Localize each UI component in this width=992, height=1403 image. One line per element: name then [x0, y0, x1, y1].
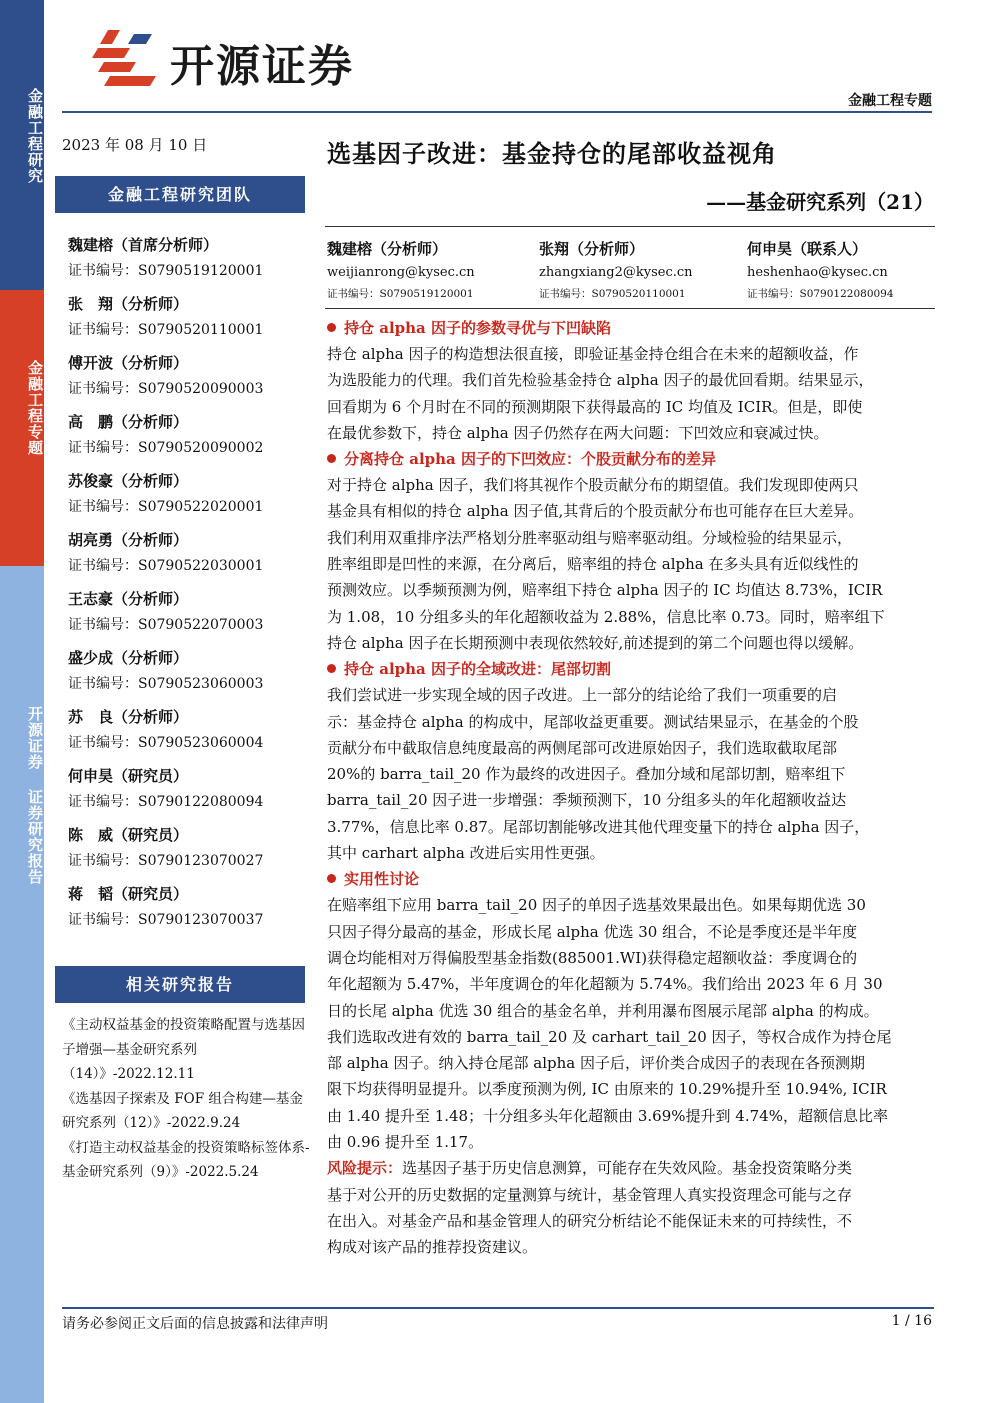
analyst-name: 盛少成（分析师） — [68, 649, 189, 667]
side-label-mid: 金融工程专题 — [26, 360, 44, 456]
summary-body — [327, 315, 934, 1261]
report-category: 金融工程专题 — [848, 93, 932, 109]
section-line: 由 1.40 提升至 1.48；十分组多头年化超额由 3.69%提升到 4.74%，超额信息比率 — [327, 1106, 888, 1125]
kaiyuan-logo-icon — [90, 30, 160, 86]
footer-disclaimer: 请务必参阅正文后面的信息披露和法律声明 — [62, 1316, 328, 1332]
section-title — [327, 446, 934, 472]
bullet-icon — [327, 664, 336, 673]
analyst-item — [68, 232, 308, 291]
section-line: barra_tail_20 因子进一步增强：季频预测下，10 分组多头的年化超额收益达 — [327, 791, 847, 810]
analyst-name: 蒋 韬（研究员） — [68, 885, 189, 903]
section-line: 3.77%，信息比率 0.87。尾部切割能够改进其他代理变量下的持仓 alpha 因子， — [327, 817, 870, 836]
analyst-name: 高 鹏（分析师） — [68, 413, 189, 431]
analyst-cert: 证书编号：S0790520090002 — [68, 440, 264, 456]
author-email[interactable]: zhangxiang2@kysec.cn — [539, 265, 693, 280]
section-line: 只因子得分最高的基金，形成长尾 alpha 优选 30 组合，不论是季度还是半年度 — [327, 922, 858, 941]
side-label-bottom: 开源证券 证券研究报告 — [26, 706, 44, 885]
author-card — [747, 238, 957, 303]
analyst-cert: 证书编号：S0790522020001 — [68, 499, 264, 515]
section-title — [327, 315, 934, 341]
side-label-top: 金融工程研究 — [26, 88, 44, 184]
author-email[interactable]: weijianrong@kysec.cn — [327, 265, 475, 280]
author-card — [327, 238, 537, 303]
report-date: 2023 年 08 月 10 日 — [62, 136, 208, 154]
header-divider — [62, 111, 932, 113]
section-line: 日的长尾 alpha 优选 30 组合的基金名单，并利用瀑布图展示尾部 alpha 的构成。 — [327, 1001, 879, 1020]
analyst-item — [68, 704, 308, 763]
bullet-icon — [327, 323, 336, 332]
title-divider — [325, 226, 935, 227]
analyst-item — [68, 527, 308, 586]
section-title-text: 实用性讨论 — [344, 870, 420, 889]
report-title: 选基因子改进：基金持仓的尾部收益视角 — [327, 139, 777, 168]
bullet-icon — [327, 874, 336, 883]
author-divider — [325, 308, 935, 309]
section-line: 示：基金持仓 alpha 的构成中，尾部收益更重要。测试结果显示，在基金的个股 — [327, 712, 859, 731]
section-line: 由 0.96 提升至 1.17。 — [327, 1133, 484, 1152]
section-title-text: 分离持仓 alpha 因子的下凹效应：个股贡献分布的差异 — [344, 450, 716, 469]
team-title: 金融工程研究团队 — [55, 176, 305, 213]
analyst-item — [68, 291, 308, 350]
analyst-cert: 证书编号：S0790519120001 — [68, 263, 264, 279]
section-line: 我们尝试进一步实现全域的因子改进。上一部分的结论给了我们一项重要的启 — [327, 686, 838, 705]
section-line: 我们利用双重排序法严格划分胜率驱动组与赔率驱动组。分域检验的结果显示， — [327, 528, 853, 547]
section-line: 基金具有相似的持仓 alpha 因子值,其背后的个股贡献分布也可能存在巨大差异。 — [327, 502, 864, 521]
section-line: 回看期为 6 个月时在不同的预测期限下获得最高的 IC 均值及 ICIR。但是，即使 — [327, 397, 863, 416]
section-line: 我们选取改进有效的 barra_tail_20 及 carhart_tail_20 因子，等权合成作为持仓尾 — [327, 1027, 892, 1046]
analyst-cert: 证书编号：S0790520090003 — [68, 381, 264, 397]
section-line: 限下均获得明显提升。以季度预测为例, IC 由原来的 10.29%提升至 10.94%, ICIR — [327, 1080, 887, 1099]
section-line: 在赔率组下应用 barra_tail_20 因子的单因子选基效果最出色。如果每期优选 30 — [327, 896, 866, 915]
analyst-item — [68, 763, 308, 822]
section-line: 对于持仓 alpha 因子，我们将其视作个股贡献分布的期望值。我们发现即使两只 — [327, 476, 859, 495]
section-line: 年化超额为 5.47%，半年度调仓的年化超额为 5.74%。我们给出 2023 年 6 月 30 — [327, 975, 883, 994]
author-email[interactable]: heshenhao@kysec.cn — [747, 265, 888, 280]
section-line: 在最优参数下，持仓 alpha 因子仍然存在两大问题：下凹效应和衰减过快。 — [327, 423, 829, 442]
analyst-cert: 证书编号：S0790522070003 — [68, 617, 264, 633]
related-report-list — [62, 1013, 310, 1185]
analyst-item — [68, 468, 308, 527]
analyst-name: 王志豪（分析师） — [68, 590, 189, 608]
analyst-cert: 证书编号：S0790122080094 — [68, 794, 264, 810]
analyst-cert: 证书编号：S0790523060004 — [68, 735, 264, 751]
analyst-cert: 证书编号：S0790523060003 — [68, 676, 264, 692]
side-strip-bottom — [0, 566, 44, 1403]
related-report-link[interactable]: 《选基因子探索及 FOF 组合构建—基金研究系列（12）》-2022.9.24 — [62, 1090, 303, 1131]
section-title — [327, 656, 934, 682]
author-cert: 证书编号：S0790122080094 — [747, 288, 894, 300]
analyst-item — [68, 409, 308, 468]
brand-name: 开源证券 — [170, 41, 354, 92]
section-line: 胜率组即是凹性的来源，在分离后，赔率组的持仓 alpha 在多头具有近似线性的 — [327, 555, 859, 574]
analyst-item — [68, 822, 308, 881]
analyst-item — [68, 350, 308, 409]
risk-line: 基于对公开的历史数据的定量测算与统计，基金管理人真实投资理念可能与之存 — [327, 1185, 853, 1204]
author-name: 张翔（分析师） — [539, 240, 645, 258]
author-cert: 证书编号：S0790519120001 — [327, 288, 474, 300]
section-title-text: 持仓 alpha 因子的全域改进：尾部切割 — [344, 660, 611, 679]
section-title-text: 持仓 alpha 因子的参数寻优与下凹缺陷 — [344, 319, 611, 337]
analyst-list — [68, 232, 308, 940]
section-line: 为 1.08，10 分组多头的年化超额收益为 2.88%，信息比率 0.73。同时，赔率组下 — [327, 607, 885, 626]
related-reports-title: 相关研究报告 — [55, 966, 305, 1003]
analyst-name: 张 翔（分析师） — [68, 295, 189, 313]
section-line: 持仓 alpha 因子的构造想法很直接，即验证基金持仓组合在未来的超额收益，作 — [327, 345, 859, 363]
analyst-cert: 证书编号：S0790522030001 — [68, 558, 264, 574]
section-line: 部 alpha 因子。纳入持仓尾部 alpha 因子后，评价类合成因子的表现在各预测期 — [327, 1054, 865, 1073]
footer-divider — [62, 1307, 934, 1309]
section-line: 20%的 barra_tail_20 作为最终的改进因子。叠加分域和尾部切割，赔率组下 — [327, 765, 846, 784]
analyst-name: 苏俊豪（分析师） — [68, 472, 189, 490]
analyst-cert: 证书编号：S0790520110001 — [68, 322, 264, 338]
section-line: 其中 carhart alpha 改进后实用性更强。 — [327, 844, 605, 863]
side-strip-mid — [0, 290, 44, 566]
analyst-name: 陈 威（研究员） — [68, 826, 189, 844]
analyst-item — [68, 645, 308, 704]
analyst-cert: 证书编号：S0790123070027 — [68, 853, 264, 869]
author-card — [539, 238, 749, 303]
risk-first-line: 选基因子基于历史信息测算，可能存在失效风险。基金投资策略分类 — [402, 1159, 853, 1178]
risk-line: 构成对该产品的推荐投资建议。 — [327, 1238, 538, 1257]
section-line: 预测效应。以季频预测为例，赔率组下持仓 alpha 因子的 IC 均值达 8.73%，ICIR — [327, 581, 883, 600]
analyst-item — [68, 586, 308, 645]
risk-line: 在出入。对基金产品和基金管理人的研究分析结论不能保证未来的可持续性，不 — [327, 1211, 853, 1230]
related-report-link[interactable]: 《打造主动权益基金的投资策略标签体系-基金研究系列（9）》-2022.5.24 — [62, 1139, 310, 1180]
analyst-name: 傅开波（分析师） — [68, 354, 189, 372]
page-number: 1 / 16 — [891, 1313, 932, 1329]
risk-warning — [327, 1155, 934, 1181]
analyst-name: 胡亮勇（分析师） — [68, 531, 189, 549]
analyst-name: 魏建榕（首席分析师） — [68, 236, 219, 254]
author-name: 魏建榕（分析师） — [327, 240, 448, 258]
analyst-name: 何申昊（研究员） — [68, 767, 189, 785]
analyst-item — [68, 881, 308, 940]
side-strip-top — [0, 0, 44, 290]
section-title — [327, 866, 934, 892]
section-line: 为选股能力的代理。我们首先检验基金持仓 alpha 因子的最优回看期。结果显示， — [327, 371, 874, 390]
section-line: 贡献分布中截取信息纯度最高的两侧尾部可改进原始因子，我们选取截取尾部 — [327, 738, 838, 757]
report-subtitle: ——基金研究系列（21） — [706, 190, 934, 214]
related-report-link[interactable]: 《主动权益基金的投资策略配置与选基因子增强—基金研究系列（14）》-2022.12.11 — [62, 1017, 305, 1082]
author-name: 何申昊（联系人） — [747, 240, 868, 258]
analyst-cert: 证书编号：S0790123070037 — [68, 912, 264, 928]
bullet-icon — [327, 454, 336, 463]
analyst-name: 苏 良（分析师） — [68, 708, 189, 726]
section-line: 调仓均能相对万得偏股型基金指数(885001.WI)获得稳定超额收益：季度调仓的 — [327, 948, 858, 967]
author-cert: 证书编号：S0790520110001 — [539, 288, 686, 300]
section-line: 持仓 alpha 因子在长期预测中表现依然较好,前述提到的第二个问题也得以缓解。 — [327, 633, 864, 652]
risk-label: 风险提示： — [327, 1159, 403, 1178]
